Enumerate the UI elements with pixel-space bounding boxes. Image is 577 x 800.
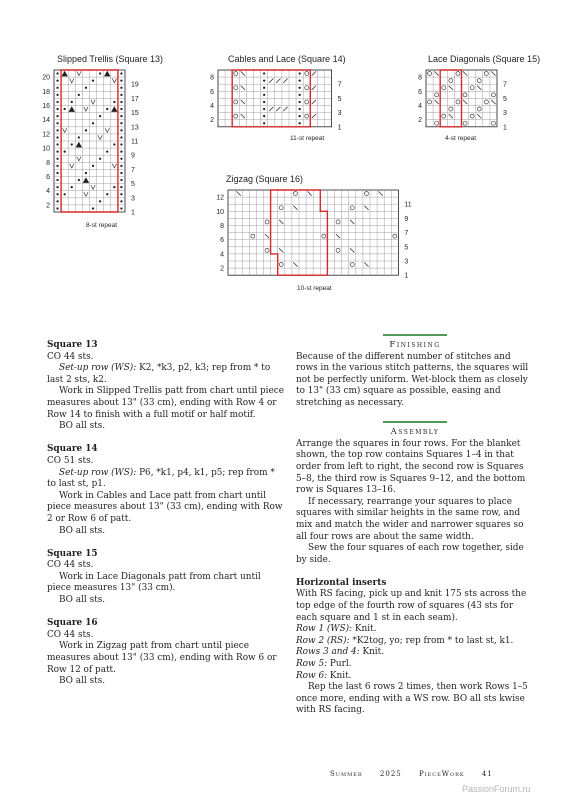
row-number-right: 1 <box>337 124 342 132</box>
purl-dot-symbol <box>120 122 122 124</box>
chart-repeat-square-14: 11-st repeat <box>290 135 325 142</box>
purl-dot-symbol <box>120 129 122 131</box>
horizontal-inserts-paragraph-2: Rep the last 6 rows 2 times, then work Rows 1–5 once more, ending with a WS row. BO all sts kwise with RS facing. <box>296 682 528 716</box>
purl-dot-symbol <box>56 172 58 174</box>
assembly-paragraph-3: Sew the four squares of each row together, side by side. <box>296 543 524 565</box>
purl-dot-symbol <box>299 94 301 96</box>
row-number-right: 9 <box>404 215 409 223</box>
purl-dot-symbol <box>56 179 58 181</box>
purl-dot-symbol <box>120 101 122 103</box>
purl-dot-symbol <box>56 136 58 138</box>
finishing-text: Because of the different number of stitches and rows in the various stitch patterns, the squares will not be perfectly uniform. Wet-block them as closely to 13" (33 cm) square as possible, easing and stretching as necessary. <box>296 351 529 408</box>
purl-dot-symbol <box>56 193 58 195</box>
square-16-work: Work in Zigzag patt from chart until piece measures about 13" (33 cm), ending with Row 6 or Row 12 of patt. <box>47 641 277 675</box>
row-number-left: 14 <box>42 117 50 125</box>
purl-dot-symbol <box>263 122 265 124</box>
row-number-right: 5 <box>131 181 135 189</box>
chart-title-square-14: Cables and Lace (Square 14) <box>228 54 346 64</box>
purl-dot-symbol <box>56 101 58 103</box>
square-16-heading: Square 16 <box>47 618 98 629</box>
row-number-left: 8 <box>220 223 224 230</box>
assembly-paragraph-2: If necessary, rearrange your squares to place squares with similar heights in the same row, and mix and match the wider and narrower squares so all four rows are about the same width. <box>296 496 524 542</box>
footer-page-number: 41 <box>481 770 493 778</box>
purl-dot-symbol <box>299 80 301 82</box>
left-column <box>47 340 285 688</box>
purl-dot-symbol <box>299 101 301 103</box>
chart-repeat-square-13: 8-st repeat <box>86 222 118 229</box>
purl-dot-symbol <box>120 193 122 195</box>
purl-dot-symbol <box>263 80 265 82</box>
purl-dot-symbol <box>120 108 122 110</box>
row-1-instruction: Row 1 (WS): Knit. <box>296 624 377 635</box>
purl-dot-symbol <box>78 94 80 96</box>
purl-dot-symbol <box>120 172 122 174</box>
purl-dot-symbol <box>299 87 301 89</box>
row-number-left: 18 <box>42 88 50 96</box>
purl-dot-symbol <box>71 101 73 103</box>
row-number-right: 13 <box>131 124 139 132</box>
row-number-left: 4 <box>220 251 224 259</box>
row-5-instruction: Row 5: Purl. <box>296 659 352 670</box>
purl-dot-symbol <box>113 101 115 103</box>
row-number-left: 2 <box>418 117 422 125</box>
row-number-right: 15 <box>131 110 139 118</box>
footer-year: 2025 <box>379 770 402 778</box>
row-number-left: 6 <box>220 237 224 245</box>
row-number-left: 10 <box>216 208 224 216</box>
chart-title-square-15: Lace Diagonals (Square 15) <box>428 54 541 64</box>
footer-season: Summer <box>330 770 363 778</box>
purl-dot-symbol <box>120 94 122 96</box>
square-14-heading: Square 14 <box>47 444 98 455</box>
square-14-setup-label: Set-up row (WS): <box>59 467 137 478</box>
chart-title-square-13: Slipped Trellis (Square 13) <box>57 54 164 64</box>
purl-dot-symbol <box>78 179 80 181</box>
right-column <box>296 334 534 717</box>
row-number-right: 11 <box>131 138 139 146</box>
row-number-right: 7 <box>337 81 342 89</box>
square-16-bind-off: BO all sts. <box>59 676 106 687</box>
assembly-paragraph-1: Arrange the squares in four rows. For the blanket shown, the top row contains Squares 1–4 in that order from left to right, the second row is Squares 5–8, the third row is Squares 9–12, and the bottom row is Squares 13–16. <box>296 438 526 496</box>
square-15-work: Work in Lace Diagonals patt from chart until piece measures 13" (33 cm). <box>47 571 261 594</box>
square-14-cast-on: CO 51 sts. <box>47 455 94 466</box>
purl-dot-symbol <box>71 143 73 145</box>
chart-repeat-square-15: 4-st repeat <box>445 135 477 142</box>
row-number-left: 6 <box>418 88 422 96</box>
purl-dot-symbol <box>263 72 265 74</box>
square-14-bind-off: BO all sts. <box>59 525 106 536</box>
purl-dot-symbol <box>120 165 122 167</box>
purl-dot-symbol <box>120 179 122 181</box>
purl-dot-symbol <box>56 158 58 160</box>
footer-magazine: PieceWork <box>418 770 465 778</box>
row-number-left: 6 <box>46 174 50 181</box>
purl-dot-symbol <box>120 200 122 202</box>
row-number-left: 12 <box>216 194 224 202</box>
purl-dot-symbol <box>113 143 115 145</box>
horizontal-inserts-paragraph-1: With RS facing, pick up and knit 175 sts across the top edge of the fourth row of squares (43 sts for each square and 1 st in each seam). <box>296 589 527 623</box>
purl-dot-symbol <box>56 94 58 96</box>
square-13-bind-off: BO all sts. <box>59 421 106 432</box>
row-number-right: 1 <box>503 124 507 132</box>
finishing-heading: Finishing <box>296 334 534 352</box>
purl-dot-symbol <box>263 115 265 117</box>
purl-dot-symbol <box>299 115 301 117</box>
purl-dot-symbol <box>106 108 108 110</box>
row-number-right: 5 <box>337 95 342 103</box>
row-number-left: 6 <box>210 88 214 96</box>
row-number-right: 3 <box>337 110 342 118</box>
chart-square-14 <box>210 68 370 132</box>
purl-dot-symbol <box>99 200 101 202</box>
row-number-left: 20 <box>42 74 50 82</box>
row-number-right: 7 <box>404 230 409 238</box>
purl-dot-symbol <box>99 115 101 117</box>
row-number-left: 4 <box>210 103 214 110</box>
purl-dot-symbol <box>99 158 101 160</box>
row-number-right: 3 <box>503 110 507 118</box>
chart-repeat-square-16: 10-st repeat <box>297 285 332 292</box>
row-number-left: 2 <box>220 265 224 273</box>
purl-dot-symbol <box>120 87 122 89</box>
row-number-left: 12 <box>42 131 50 139</box>
purl-dot-symbol <box>85 87 87 89</box>
purl-dot-symbol <box>56 80 58 82</box>
square-13-work: Work in Slipped Trellis patt from chart until piece measures about 13" (33 cm), ending with Row 4 or Row 14 to finish with a full motif or half motif. <box>47 386 284 420</box>
chart-title-square-16: Zigzag (Square 16) <box>226 174 304 184</box>
row-number-left: 8 <box>418 74 422 82</box>
purl-dot-symbol <box>99 72 101 74</box>
row-number-left: 8 <box>46 159 50 167</box>
purl-dot-symbol <box>92 165 94 167</box>
purl-dot-symbol <box>56 207 58 209</box>
row-number-right: 3 <box>131 195 135 203</box>
watermark: PassionForum.ru <box>462 784 531 794</box>
chart-square-16 <box>210 188 420 280</box>
chart-square-13 <box>40 68 170 220</box>
purl-dot-symbol <box>299 72 301 74</box>
purl-dot-symbol <box>56 165 58 167</box>
purl-dot-symbol <box>64 108 66 110</box>
purl-dot-symbol <box>64 151 66 153</box>
square-15-cast-on: CO 44 sts. <box>47 560 94 571</box>
purl-dot-symbol <box>56 122 58 124</box>
section-rule <box>383 334 447 336</box>
purl-dot-symbol <box>120 72 122 74</box>
purl-dot-symbol <box>120 143 122 145</box>
row-number-left: 2 <box>46 202 50 210</box>
row-number-left: 10 <box>42 145 50 153</box>
square-15-heading: Square 15 <box>47 548 98 559</box>
section-rule <box>383 421 447 423</box>
row-number-right: 5 <box>503 95 507 103</box>
purl-dot-symbol <box>85 172 87 174</box>
row-number-right: 17 <box>131 95 139 103</box>
row-number-right: 5 <box>404 244 409 252</box>
purl-dot-symbol <box>78 136 80 138</box>
row-number-left: 2 <box>210 117 214 125</box>
row-number-right: 7 <box>503 81 507 89</box>
purl-dot-symbol <box>56 87 58 89</box>
horizontal-inserts-heading: Horizontal inserts <box>296 577 387 588</box>
square-13-heading: Square 13 <box>47 340 98 350</box>
row-number-left: 16 <box>42 103 50 110</box>
rows-3-4-instruction: Rows 3 and 4: Knit. <box>296 647 385 658</box>
row-6-instruction: Row 6: Knit. <box>296 670 352 681</box>
purl-dot-symbol <box>120 136 122 138</box>
row-number-right: 9 <box>131 152 135 160</box>
purl-dot-symbol <box>56 108 58 110</box>
row-number-left: 4 <box>418 103 422 110</box>
purl-dot-symbol <box>113 186 115 188</box>
purl-dot-symbol <box>92 207 94 209</box>
row-number-right: 3 <box>404 258 409 266</box>
purl-dot-symbol <box>263 87 265 89</box>
page-footer <box>330 770 507 778</box>
purl-dot-symbol <box>299 122 301 124</box>
purl-dot-symbol <box>120 80 122 82</box>
row-2-instruction: Row 2 (RS): *K2tog, yo; rep from * to last st, k1. <box>296 635 514 646</box>
purl-dot-symbol <box>263 101 265 103</box>
purl-dot-symbol <box>120 151 122 153</box>
purl-dot-symbol <box>92 80 94 82</box>
square-13-setup-label: Set-up row (WS): <box>59 363 137 374</box>
purl-dot-symbol <box>71 186 73 188</box>
purl-dot-symbol <box>92 122 94 124</box>
assembly-heading: Assembly <box>296 421 534 439</box>
purl-dot-symbol <box>106 193 108 195</box>
row-number-right: 1 <box>404 272 409 280</box>
purl-dot-symbol <box>120 207 122 209</box>
row-number-right: 11 <box>404 201 412 209</box>
square-13-setup: Set-up row (WS): K2, *k3, p2, k3; rep from * to last 2 sts, k2. <box>47 363 271 385</box>
square-13-cast-on: CO 44 sts. <box>47 351 94 362</box>
purl-dot-symbol <box>299 108 301 110</box>
purl-dot-symbol <box>56 143 58 145</box>
purl-dot-symbol <box>263 94 265 96</box>
row-number-left: 8 <box>210 74 214 82</box>
square-14-work: Work in Cables and Lace patt from chart until piece measures about 13" (33 cm), ending with Row 2 or Row 6 of patt. <box>47 490 283 524</box>
chart-square-15 <box>412 68 512 132</box>
purl-dot-symbol <box>56 72 58 74</box>
purl-dot-symbol <box>85 129 87 131</box>
purl-dot-symbol <box>56 115 58 117</box>
purl-dot-symbol <box>120 158 122 160</box>
purl-dot-symbol <box>56 129 58 131</box>
row-number-right: 19 <box>131 81 139 89</box>
row-number-right: 1 <box>131 209 135 217</box>
square-16-cast-on: CO 44 sts. <box>47 629 94 640</box>
row-number-right: 7 <box>131 166 135 174</box>
purl-dot-symbol <box>64 193 66 195</box>
row-number-left: 4 <box>46 188 50 196</box>
purl-dot-symbol <box>263 108 265 110</box>
square-15-bind-off: BO all sts. <box>59 595 106 606</box>
purl-dot-symbol <box>56 200 58 202</box>
purl-dot-symbol <box>120 115 122 117</box>
square-14-setup: Set-up row (WS): P6, *k1, p4, k1, p5; rep from * to last st, p1. <box>47 467 275 490</box>
purl-dot-symbol <box>106 151 108 153</box>
purl-dot-symbol <box>120 186 122 188</box>
purl-dot-symbol <box>56 186 58 188</box>
purl-dot-symbol <box>56 151 58 153</box>
